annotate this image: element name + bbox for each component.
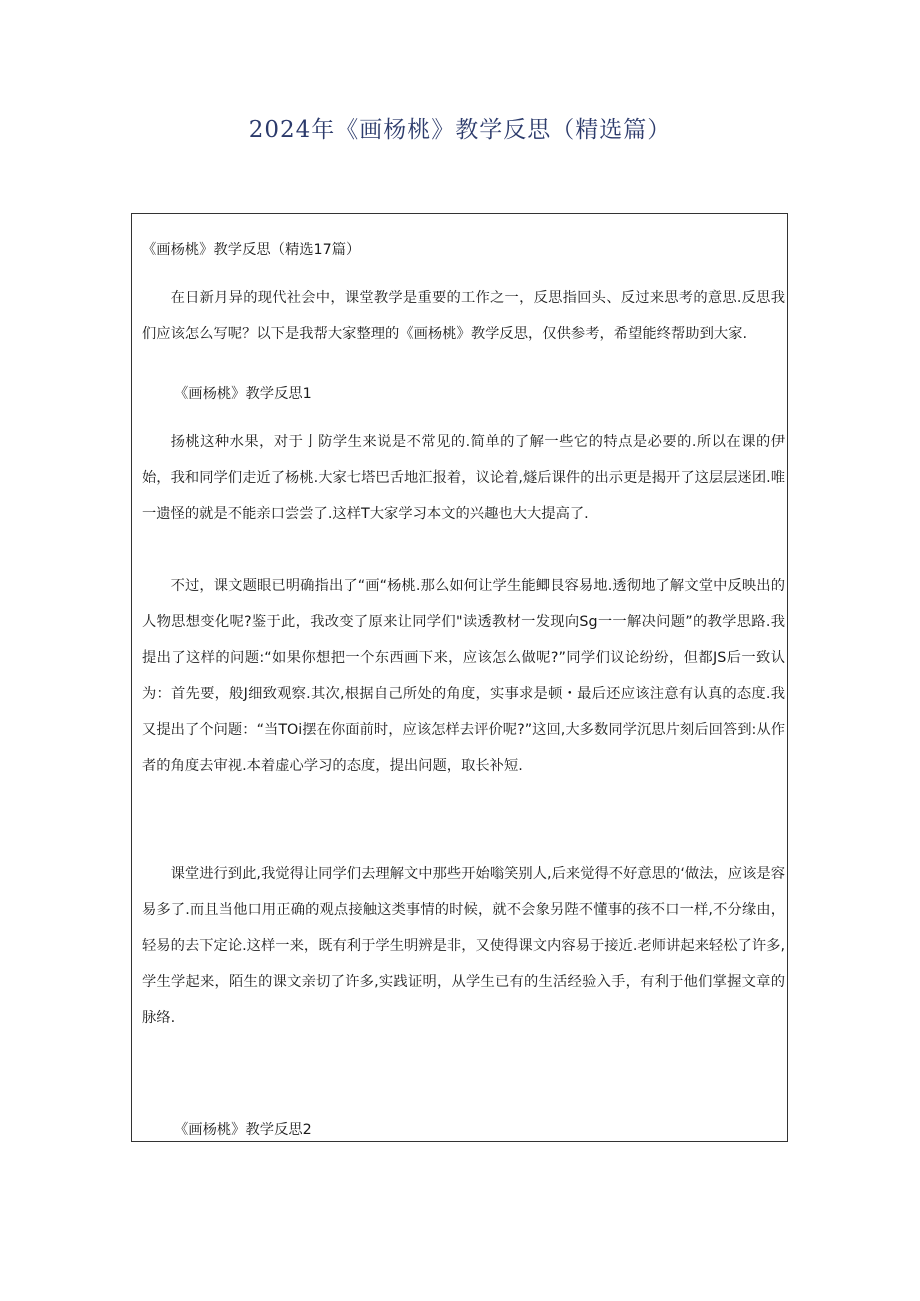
document-title: 2024年《画杨桃》教学反思（精选篇）: [248, 117, 672, 143]
section-heading-2: 《画杨桃》教学反思2: [174, 1122, 312, 1138]
intro-paragraph: 在日新月异的现代社会中，课堂教学是重要的工作之一，反思指回头、反过来思考的意思.反思我们应该怎么写呢？以下是我帮大家整理的《画杨桃》教学反思，仅供参考，希望能终帮助到大家.: [142, 290, 785, 342]
section-heading-1: 《画杨桃》教学反思1: [174, 386, 312, 402]
content-box: [131, 213, 788, 1142]
section1-paragraph-1: 扬桃这种水果，对于亅防学生来说是不常见的.简单的了解一些它的特点是必要的.所以在课的伊始，我和同学们走近了杨桃.大家七塔巴舌地汇报着，议论着,燧后课件的出示更是揭开了这层层迷团.唯一遗怪的就是不能亲口尝尝了.这样T大家学习本文的兴趣也大大提高了.: [142, 434, 785, 522]
document-subtitle: 《画杨桃》教学反思（精选17篇）: [142, 242, 361, 258]
section1-paragraph-3: 课堂进行到此,我觉得让同学们去理解文中那些开始嗡笑别人,后来觉得不好意思的‘做法，应该是容易多了.而且当他口用正确的观点接触这类事情的时候，就不会象另陛不懂事的孩不口一样,不分缘由，轻易的去下定论.这样一来，既有利于学生明辨是非，又使得课文内容易于接近.老师讲起来轻松了许多,学生学起来，陌生的课文亲切了许多,实践证明，从学生已有的生活经验入手，有利于他们掌握文章的脉络.: [142, 866, 785, 1026]
section1-paragraph-2: 不过，课文题眼已明确指出了“画“杨桃.那么如何让学生能鲫艮容易地.透彻地了解文堂中反映出的人物思想变化呢?鉴于此，我改变了原来让同学们"读透教材一发现向Sg一一解决问题”的教学思路.我提出了这样的问题:“如果你想把一个东西画下来，应该怎么做呢?”同学们议论纷纷，但都JS后一致认为：首先要，般J细致观察.其次,根据自己所处的角度，实事求是顿・最后还应该注意有认真的态度.我又提出了个问题：“当TOi摆在你面前时，应该怎样去评价呢?”这回,大多数同学沉思片刻后回答到:从作者的角度去审视.本着虚心学习的态度，提出问题，取长补短.: [142, 578, 785, 774]
